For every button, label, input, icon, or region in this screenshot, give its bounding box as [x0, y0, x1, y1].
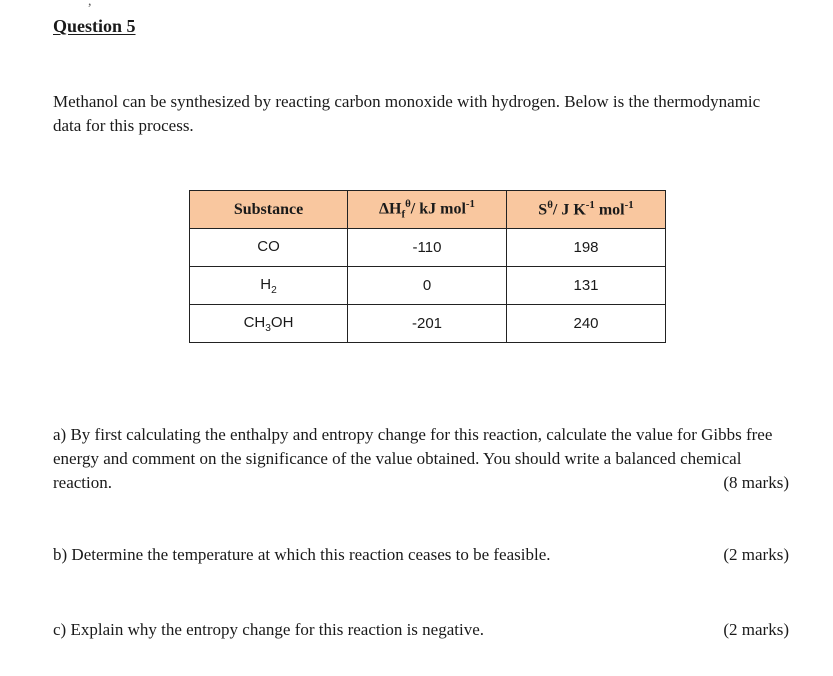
question-c: [53, 618, 789, 642]
cell-substance: $H_2$: [190, 267, 348, 305]
question-a-marks: (8 marks): [723, 473, 789, 492]
header-substance: Substance: [190, 191, 348, 229]
header-entropy: $S^\theta/$ J $K^{-1}$ mol$^{-1}$: [507, 191, 666, 229]
cell-entropy: 240: [507, 305, 666, 343]
table-row: [190, 229, 666, 267]
question-c-marks: (2 marks): [723, 620, 789, 639]
question-b: [53, 543, 789, 567]
cell-enthalpy: 0: [348, 267, 507, 305]
question-b-text: b) Determine the temperature at which this reaction ceases to be feasible.: [53, 545, 551, 564]
question-a: [53, 423, 789, 495]
cell-substance: CO: [190, 229, 348, 267]
question-c-text: c) Explain why the entropy change for this reaction is negative.: [53, 620, 484, 639]
table-row: [190, 305, 666, 343]
cell-entropy: 198: [507, 229, 666, 267]
header-enthalpy: $\Delta H_f^\theta/$ kJ mol$^{-1}$: [348, 191, 507, 229]
cell-entropy: 131: [507, 267, 666, 305]
table-row: [190, 267, 666, 305]
table-header-row: [190, 191, 666, 229]
thermodynamic-data-table: [189, 190, 666, 343]
intro-paragraph: Methanol can be synthesized by reacting carbon monoxide with hydrogen. Below is the thermodynamic data for this process.: [53, 92, 761, 135]
cell-substance: $CH_3OH$: [190, 305, 348, 343]
corner-mark: ,: [88, 0, 92, 9]
question-heading: Question 5: [53, 16, 136, 36]
question-b-marks: (2 marks): [723, 545, 789, 564]
cell-enthalpy: -110: [348, 229, 507, 267]
question-a-text: a) By first calculating the enthalpy and entropy change for this reaction, calculate the value for Gibbs free energy and comment on the significance of the value obtained. You should write a balanced chemical reaction.: [53, 425, 773, 492]
cell-enthalpy: -201: [348, 305, 507, 343]
